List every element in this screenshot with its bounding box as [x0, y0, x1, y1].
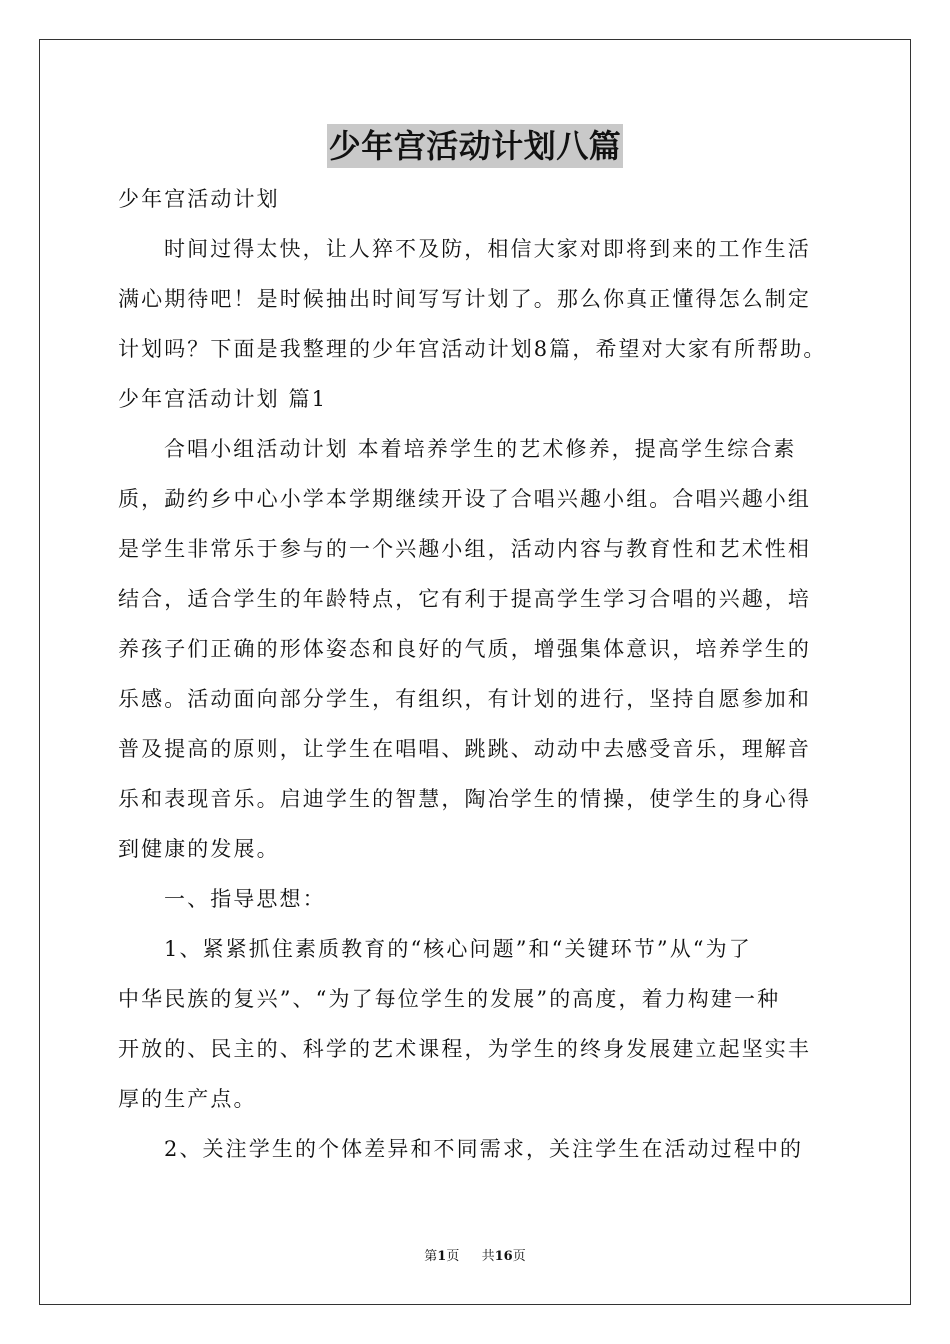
section-heading: 一、指导思想：: [164, 887, 326, 911]
paragraph-line: 1、紧紧抓住素质教育的“核心问题”和“关键环节”从“为了: [164, 937, 752, 961]
paragraph-line: 2、关注学生的个体差异和不同需求，关注学生在活动过程中的: [164, 1137, 804, 1161]
title-container: [0, 124, 950, 168]
paragraph-line: 中华民族的复兴”、“为了每位学生的发展”的高度，着力构建一种: [118, 987, 781, 1011]
paragraph-line: 计划吗？下面是我整理的少年宫活动计划8篇，希望对大家有所帮助。: [118, 337, 827, 361]
paragraph-line: 时间过得太快，让人猝不及防，相信大家对即将到来的工作生活: [164, 237, 811, 261]
paragraph-line: 乐感。活动面向部分学生，有组织，有计划的进行，坚持自愿参加和: [118, 687, 811, 711]
footer-page-prefix: 第: [424, 1249, 438, 1264]
paragraph-line: 满心期待吧！是时候抽出时间写写计划了。那么你真正懂得怎么制定: [118, 287, 811, 311]
section-heading: 少年宫活动计划 篇1: [118, 387, 328, 411]
paragraph-line: 合唱小组活动计划 本着培养学生的艺术修养，提高学生综合素: [164, 437, 797, 461]
footer-page-suffix: 页: [446, 1249, 460, 1264]
paragraph-line: 养孩子们正确的形体姿态和良好的气质，增强集体意识，培养学生的: [118, 637, 811, 661]
paragraph-line: 质，勐约乡中心小学本学期继续开设了合唱兴趣小组。合唱兴趣小组: [118, 487, 811, 511]
footer-total-prefix: 共: [481, 1249, 495, 1264]
paragraph-line: 乐和表现音乐。启迪学生的智慧，陶冶学生的情操，使学生的身心得: [118, 787, 811, 811]
page-footer: [0, 1248, 950, 1266]
paragraph-line: 到健康的发展。: [118, 837, 280, 861]
paragraph-line: 普及提高的原则，让学生在唱唱、跳跳、动动中去感受音乐，理解音: [118, 737, 811, 761]
document-title: 少年宫活动计划八篇: [327, 124, 624, 168]
paragraph-line: 开放的、民主的、科学的艺术课程，为学生的终身发展建立起坚实丰: [118, 1037, 811, 1061]
page-border: [39, 39, 911, 1305]
footer-page-number: 1: [437, 1249, 447, 1264]
subtitle-line: 少年宫活动计划: [118, 187, 280, 211]
paragraph-line: 结合，适合学生的年龄特点，它有利于提高学生学习合唱的兴趣，培: [118, 587, 811, 611]
footer-total-pages: 16: [494, 1249, 513, 1264]
footer-total-suffix: 页: [512, 1249, 526, 1264]
paragraph-line: 是学生非常乐于参与的一个兴趣小组，活动内容与教育性和艺术性相: [118, 537, 811, 561]
paragraph-line: 厚的生产点。: [118, 1087, 257, 1111]
